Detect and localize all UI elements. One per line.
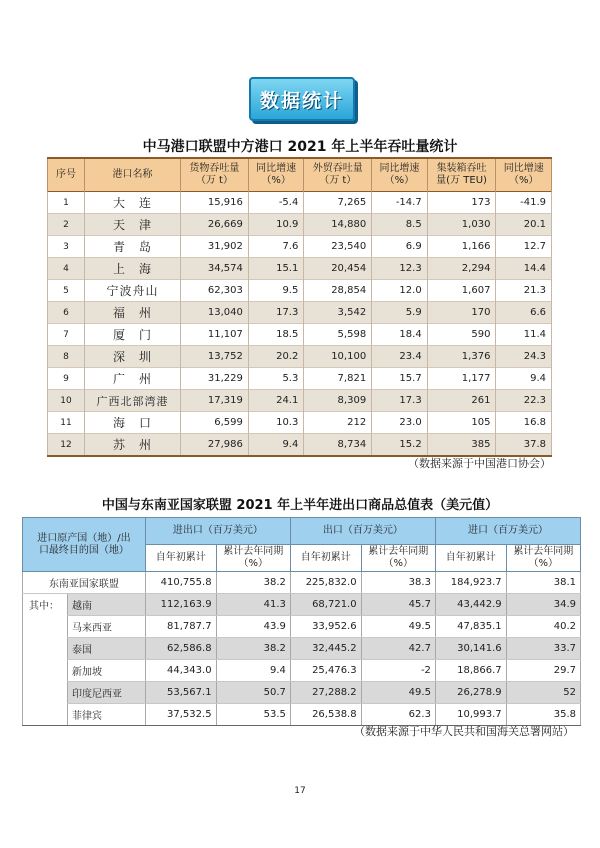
value-cell: 9.4 xyxy=(248,434,304,457)
value-cell: 10.9 xyxy=(248,214,304,236)
value-cell: 10.3 xyxy=(248,412,304,434)
page-number: 17 xyxy=(294,786,306,796)
value-cell: 5,598 xyxy=(304,324,372,346)
col-header-cargo-growth: 同比增速 （%） xyxy=(248,158,304,192)
port-name: 大 连 xyxy=(85,192,181,214)
table-row xyxy=(48,192,552,214)
row-index: 1 xyxy=(48,192,85,214)
value-cell: 9.4 xyxy=(496,368,552,390)
value-cell: 15.2 xyxy=(372,434,428,457)
value-cell: 41.3 xyxy=(216,594,290,616)
row-index: 3 xyxy=(48,236,85,258)
port-name: 宁波舟山 xyxy=(85,280,181,302)
sub-header-yoy: 累计去年同期 （%） xyxy=(361,545,435,572)
value-cell: 2,294 xyxy=(427,258,496,280)
value-cell: 9.4 xyxy=(216,660,290,682)
value-cell: 53,567.1 xyxy=(145,682,216,704)
value-cell: 68,721.0 xyxy=(290,594,361,616)
group-header-export: 出口（百万美元） xyxy=(290,518,435,545)
value-cell: 50.7 xyxy=(216,682,290,704)
value-cell: 53.5 xyxy=(216,704,290,726)
value-cell: 184,923.7 xyxy=(435,572,506,594)
value-cell: 10,993.7 xyxy=(435,704,506,726)
row-prefix-spacer xyxy=(23,704,68,726)
col-header-cargo: 货物吞吐量 （万 t） xyxy=(181,158,249,192)
row-index: 7 xyxy=(48,324,85,346)
port-name: 苏 州 xyxy=(85,434,181,457)
value-cell: 20.2 xyxy=(248,346,304,368)
value-cell: 38.3 xyxy=(361,572,435,594)
port-name: 青 岛 xyxy=(85,236,181,258)
sub-header-yoy: 累计去年同期 （%） xyxy=(216,545,290,572)
value-cell: 15,916 xyxy=(181,192,249,214)
value-cell: 1,030 xyxy=(427,214,496,236)
row-prefix-spacer xyxy=(23,660,68,682)
value-cell: 49.5 xyxy=(361,682,435,704)
table-row xyxy=(48,236,552,258)
value-cell: 28,854 xyxy=(304,280,372,302)
value-cell: 37,532.5 xyxy=(145,704,216,726)
table-row xyxy=(48,302,552,324)
value-cell: 20,454 xyxy=(304,258,372,280)
value-cell: -5.4 xyxy=(248,192,304,214)
value-cell: 17,319 xyxy=(181,390,249,412)
region-name: 东南亚国家联盟 xyxy=(23,572,146,594)
value-cell: 385 xyxy=(427,434,496,457)
value-cell: 173 xyxy=(427,192,496,214)
value-cell: 23,540 xyxy=(304,236,372,258)
value-cell: 27,288.2 xyxy=(290,682,361,704)
value-cell: 26,278.9 xyxy=(435,682,506,704)
value-cell: 23.0 xyxy=(372,412,428,434)
value-cell: 17.3 xyxy=(372,390,428,412)
col-header-container-growth: 同比增速 （%） xyxy=(496,158,552,192)
table-row xyxy=(48,214,552,236)
row-index: 11 xyxy=(48,412,85,434)
row-index: 2 xyxy=(48,214,85,236)
row-prefix-spacer xyxy=(23,682,68,704)
value-cell: 24.1 xyxy=(248,390,304,412)
value-cell: 21.3 xyxy=(496,280,552,302)
value-cell: 15.7 xyxy=(372,368,428,390)
sub-header-cumulative: 自年初累计 xyxy=(435,545,506,572)
value-cell: 14.4 xyxy=(496,258,552,280)
port-name: 厦 门 xyxy=(85,324,181,346)
value-cell: 11,107 xyxy=(181,324,249,346)
value-cell: 12.3 xyxy=(372,258,428,280)
value-cell: 32,445.2 xyxy=(290,638,361,660)
value-cell: 44,343.0 xyxy=(145,660,216,682)
country-name: 泰国 xyxy=(68,638,146,660)
port-name: 深 圳 xyxy=(85,346,181,368)
value-cell: 33.7 xyxy=(506,638,580,660)
table2-group-row xyxy=(23,518,581,545)
col-header-index: 序号 xyxy=(48,158,85,192)
value-cell: 38.1 xyxy=(506,572,580,594)
value-cell: 33,952.6 xyxy=(290,616,361,638)
value-cell: 13,752 xyxy=(181,346,249,368)
row-index: 4 xyxy=(48,258,85,280)
value-cell: 5.9 xyxy=(372,302,428,324)
port-name: 广 州 xyxy=(85,368,181,390)
col-header-container: 集装箱吞吐 量(万 TEU) xyxy=(427,158,496,192)
table-row xyxy=(23,682,581,704)
country-name: 印度尼西亚 xyxy=(68,682,146,704)
table-row xyxy=(23,638,581,660)
row-index: 9 xyxy=(48,368,85,390)
value-cell: 15.1 xyxy=(248,258,304,280)
value-cell: 8,734 xyxy=(304,434,372,457)
value-cell: 112,163.9 xyxy=(145,594,216,616)
table-row xyxy=(23,660,581,682)
value-cell: 18.5 xyxy=(248,324,304,346)
col-header-foreign: 外贸吞吐量 （万 t） xyxy=(304,158,372,192)
value-cell: -14.7 xyxy=(372,192,428,214)
table-row xyxy=(48,280,552,302)
group-header-total: 进出口（百万美元） xyxy=(145,518,290,545)
port-name: 上 海 xyxy=(85,258,181,280)
value-cell: 62,303 xyxy=(181,280,249,302)
value-cell: 12.0 xyxy=(372,280,428,302)
value-cell: 22.3 xyxy=(496,390,552,412)
corner-header: 进口原产国（地）/出 口最终目的国（地） xyxy=(23,518,146,572)
value-cell: 105 xyxy=(427,412,496,434)
value-cell: 7,821 xyxy=(304,368,372,390)
table-row xyxy=(48,258,552,280)
table-row-total xyxy=(23,572,581,594)
value-cell: 27,986 xyxy=(181,434,249,457)
sub-header-cumulative: 自年初累计 xyxy=(145,545,216,572)
row-index: 10 xyxy=(48,390,85,412)
port-name: 海 口 xyxy=(85,412,181,434)
value-cell: 11.4 xyxy=(496,324,552,346)
value-cell: 49.5 xyxy=(361,616,435,638)
table-row xyxy=(48,368,552,390)
value-cell: 6,599 xyxy=(181,412,249,434)
table1-header-row xyxy=(48,158,552,192)
value-cell: 23.4 xyxy=(372,346,428,368)
value-cell: 26,669 xyxy=(181,214,249,236)
value-cell: 26,538.8 xyxy=(290,704,361,726)
value-cell: 24.3 xyxy=(496,346,552,368)
row-index: 5 xyxy=(48,280,85,302)
country-name: 新加坡 xyxy=(68,660,146,682)
value-cell: 62.3 xyxy=(361,704,435,726)
value-cell: 225,832.0 xyxy=(290,572,361,594)
value-cell: 31,229 xyxy=(181,368,249,390)
value-cell: 47,835.1 xyxy=(435,616,506,638)
port-throughput-table xyxy=(47,157,552,457)
port-name: 福 州 xyxy=(85,302,181,324)
value-cell: 30,141.6 xyxy=(435,638,506,660)
value-cell: 590 xyxy=(427,324,496,346)
value-cell: 1,166 xyxy=(427,236,496,258)
table2-title: 中国与东南亚国家联盟 2021 年上半年进出口商品总值表（美元值） xyxy=(101,498,499,513)
port-name: 广西北部湾港 xyxy=(85,390,181,412)
value-cell: 5.3 xyxy=(248,368,304,390)
asean-trade-table xyxy=(22,517,581,726)
value-cell: -2 xyxy=(361,660,435,682)
value-cell: 1,177 xyxy=(427,368,496,390)
value-cell: 34,574 xyxy=(181,258,249,280)
table-row xyxy=(48,324,552,346)
value-cell: 12.7 xyxy=(496,236,552,258)
value-cell: 9.5 xyxy=(248,280,304,302)
section-badge: 数据统计 xyxy=(249,77,355,121)
value-cell: 3,542 xyxy=(304,302,372,324)
value-cell: 38.2 xyxy=(216,638,290,660)
value-cell: 170 xyxy=(427,302,496,324)
table-row xyxy=(48,412,552,434)
value-cell: 18.4 xyxy=(372,324,428,346)
value-cell: 8,309 xyxy=(304,390,372,412)
table2-source-note: （数据来源于中华人民共和国海关总署网站） xyxy=(354,725,574,738)
value-cell: 17.3 xyxy=(248,302,304,324)
value-cell: 6.9 xyxy=(372,236,428,258)
table1-title: 中马港口联盟中方港口 2021 年上半年吞吐量统计 xyxy=(142,139,458,155)
header-line: 货物吞吐量 xyxy=(189,163,240,174)
table1-source-note: （数据来源于中国港口协会） xyxy=(408,457,551,470)
row-index: 6 xyxy=(48,302,85,324)
value-cell: 7.6 xyxy=(248,236,304,258)
country-name: 马来西亚 xyxy=(68,616,146,638)
value-cell: 29.7 xyxy=(506,660,580,682)
country-name: 菲律宾 xyxy=(68,704,146,726)
value-cell: 13,040 xyxy=(181,302,249,324)
group-header-import: 进口（百万美元） xyxy=(435,518,580,545)
value-cell: 43,442.9 xyxy=(435,594,506,616)
value-cell: 16.8 xyxy=(496,412,552,434)
value-cell: 43.9 xyxy=(216,616,290,638)
sub-header-yoy: 累计去年同期 （%） xyxy=(506,545,580,572)
row-index: 8 xyxy=(48,346,85,368)
table-row xyxy=(48,346,552,368)
col-header-port: 港口名称 xyxy=(85,158,181,192)
value-cell: 34.9 xyxy=(506,594,580,616)
value-cell: 20.1 xyxy=(496,214,552,236)
table-row xyxy=(23,594,581,616)
value-cell: 14,880 xyxy=(304,214,372,236)
port-name: 天 津 xyxy=(85,214,181,236)
country-name: 越南 xyxy=(68,594,146,616)
col-header-foreign-growth: 同比增速 （%） xyxy=(372,158,428,192)
value-cell: 25,476.3 xyxy=(290,660,361,682)
value-cell: 6.6 xyxy=(496,302,552,324)
value-cell: 7,265 xyxy=(304,192,372,214)
table-row xyxy=(23,616,581,638)
value-cell: 1,607 xyxy=(427,280,496,302)
value-cell: 8.5 xyxy=(372,214,428,236)
value-cell: 261 xyxy=(427,390,496,412)
value-cell: 18,866.7 xyxy=(435,660,506,682)
value-cell: 38.2 xyxy=(216,572,290,594)
value-cell: 42.7 xyxy=(361,638,435,660)
sub-header-cumulative: 自年初累计 xyxy=(290,545,361,572)
value-cell: 1,376 xyxy=(427,346,496,368)
value-cell: -41.9 xyxy=(496,192,552,214)
value-cell: 45.7 xyxy=(361,594,435,616)
value-cell: 410,755.8 xyxy=(145,572,216,594)
table-row xyxy=(48,434,552,457)
value-cell: 37.8 xyxy=(496,434,552,457)
table-row xyxy=(48,390,552,412)
value-cell: 10,100 xyxy=(304,346,372,368)
value-cell: 40.2 xyxy=(506,616,580,638)
value-cell: 31,902 xyxy=(181,236,249,258)
row-prefix-spacer xyxy=(23,638,68,660)
value-cell: 62,586.8 xyxy=(145,638,216,660)
value-cell: 212 xyxy=(304,412,372,434)
value-cell: 81,787.7 xyxy=(145,616,216,638)
value-cell: 52 xyxy=(506,682,580,704)
row-prefix-label: 其中： xyxy=(23,594,68,616)
row-index: 12 xyxy=(48,434,85,457)
row-prefix-spacer xyxy=(23,616,68,638)
value-cell: 35.8 xyxy=(506,704,580,726)
